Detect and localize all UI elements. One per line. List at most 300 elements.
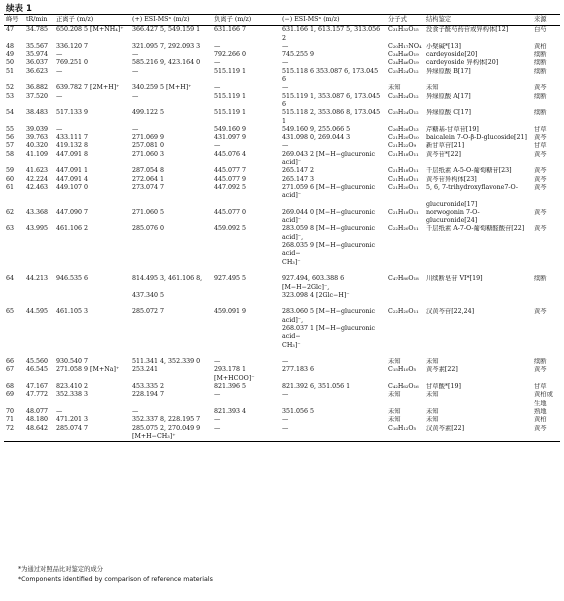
table-cell: 814.495 3, 461.106 8, <box>132 275 203 283</box>
footnote-en: *Components identified by comparison of reference materials <box>18 576 213 583</box>
table-cell: 5, 6, 7-trihydroxyflavone7-O- <box>426 183 518 191</box>
table-cell: 黄芩 <box>534 225 547 233</box>
table-cell: 37.520 <box>26 92 49 100</box>
table-row <box>4 176 560 184</box>
table-cell: 黄芩素[22] <box>426 366 458 374</box>
table-cell <box>4 400 24 408</box>
table-cell: 川续断皂苷 VI*[19] <box>426 275 483 283</box>
table-cell: 67 <box>6 366 15 374</box>
table-cell: 271.058 9 [M+Na]⁺ <box>56 366 120 374</box>
table-cell <box>280 267 386 275</box>
table-cell: 273.074 7 <box>132 183 165 191</box>
header-cell: 负离子 (m/z) <box>212 15 280 26</box>
table-cell: 新甘草苷[21] <box>426 142 465 150</box>
table-cell <box>130 242 212 259</box>
table-cell: — <box>282 358 289 366</box>
table-cell: 42.224 <box>26 175 49 183</box>
table-row <box>4 342 560 350</box>
table-cell: — <box>282 416 289 424</box>
table-cell: 57 <box>6 142 15 150</box>
table-cell: 41.109 <box>26 150 49 158</box>
table-cell <box>54 342 130 350</box>
table-cell: 461.106 2 <box>56 225 89 233</box>
table-cell: 431.098 0, 269.044 3 <box>282 134 351 142</box>
table-cell: 异绿原酸 B[17] <box>426 67 471 75</box>
table-cell <box>386 259 424 267</box>
table-cell: 511.341 4, 352.339 0 <box>132 358 201 366</box>
table-cell <box>532 433 560 442</box>
table-cell: C₂₁H₂₂O₉ <box>388 142 417 150</box>
table-cell: 续断 <box>534 67 547 75</box>
table-cell: 927.494, 603.388 6 [M−H−2Glc]⁻, <box>282 275 345 291</box>
table-cell <box>130 201 212 209</box>
table-cell: C₄₇H₈₀O₁₈ <box>388 275 419 283</box>
table-cell: 续断 <box>534 51 547 59</box>
table-cell: 69 <box>6 391 15 399</box>
table-row <box>4 358 560 366</box>
table-cell <box>280 300 386 308</box>
table-cell: 未知 <box>388 84 401 92</box>
table-cell: 黄芩 <box>534 208 547 216</box>
table-cell: 黄芩苷异构体[23] <box>426 175 477 183</box>
table-cell <box>212 267 280 275</box>
table-cell: 433.111 7 <box>56 134 89 142</box>
table-cell <box>532 350 560 358</box>
table-cell: 271.060 5 <box>132 208 165 216</box>
table-cell: 285.075 2, 270.049 9 <box>132 424 201 432</box>
table-cell: 321.095 7, 292.093 3 <box>132 42 201 50</box>
table-cell: 45.560 <box>26 358 49 366</box>
table-cell <box>212 242 280 259</box>
table-cell <box>280 400 386 408</box>
table-cell <box>212 325 280 342</box>
table-row <box>4 300 560 308</box>
table-cell <box>24 400 54 408</box>
table-cell: — <box>132 407 139 415</box>
table-cell: 甘草 <box>534 142 547 150</box>
table-cell: — <box>282 84 289 92</box>
header-cell: 来源 <box>532 15 560 26</box>
table-cell <box>130 300 212 308</box>
table-cell <box>386 292 424 300</box>
table-cell: 515.119 1, 353.087 6, 173.045 6 <box>282 92 381 108</box>
table-cell: C₂₁H₁₈O₁₁ <box>388 150 419 158</box>
table-cell <box>54 300 130 308</box>
table-cell: 黄芩 <box>534 167 547 175</box>
table-cell: 黄柏或 <box>534 391 553 399</box>
table-cell <box>54 267 130 275</box>
table-cell: 35.974 <box>26 51 49 59</box>
table-cell <box>130 325 212 342</box>
table-cell: 43.368 <box>26 208 49 216</box>
table-cell: 453.335 2 <box>132 383 165 391</box>
table-cell: 黄芩 <box>534 308 547 316</box>
table-cell: — <box>214 84 221 92</box>
table-cell: 41.623 <box>26 167 49 175</box>
table-row <box>4 292 560 300</box>
table-cell: 68 <box>6 383 15 391</box>
table-cell: 黄芩苷*[22] <box>426 150 461 158</box>
table-cell: — <box>282 424 289 432</box>
table-cell <box>54 433 130 442</box>
table-cell: 黄芩 <box>534 134 547 142</box>
table-cell: 65 <box>6 308 15 316</box>
table-cell: 黄芩 <box>534 366 547 374</box>
table-cell: 甘草 <box>534 383 547 391</box>
table-row <box>4 167 560 175</box>
table-cell: 930.540 7 <box>56 358 89 366</box>
table-cell: 汉黄芩苷[22,24] <box>426 308 475 316</box>
table-cell: C₁₅H₁₀O₅ <box>388 366 417 374</box>
table-cell <box>532 201 560 209</box>
table-cell <box>4 342 24 350</box>
table-cell <box>4 259 24 267</box>
table-cell: 未知 <box>426 416 439 424</box>
table-cell: 445.077 9 <box>214 175 247 183</box>
table-cell: 927.495 5 <box>214 275 247 283</box>
table-cell: 461.105 3 <box>56 308 89 316</box>
table-cell: 447.090 7 <box>56 208 89 216</box>
table-row <box>4 350 560 358</box>
table-row <box>4 151 560 168</box>
table-row <box>4 366 560 383</box>
table-cell: 48.642 <box>26 424 49 432</box>
header-cell: 峰号 <box>4 15 24 26</box>
table-cell: 821.396 5 <box>214 383 247 391</box>
table-cell: 639.782 7 [2M+H]⁺ <box>56 84 120 92</box>
table-cell: 70 <box>6 407 15 415</box>
table-cell: 271.059 6 [M−H−glucuronic acid]⁻ <box>282 183 376 200</box>
table-cell: 447.091 8 <box>56 150 89 158</box>
table-row <box>4 383 560 391</box>
table-cell <box>54 201 130 209</box>
table-cell: — <box>282 42 289 50</box>
table-cell: — <box>282 59 289 67</box>
table-cell: 49 <box>6 51 15 59</box>
table-row <box>4 51 560 59</box>
table-cell <box>424 242 532 259</box>
table-cell: 650.208 5 [M+NH₄]⁺ <box>56 26 124 34</box>
table-cell: 445.077 7 <box>214 167 247 175</box>
table-cell: 447.092 5 <box>214 183 247 191</box>
table-cell <box>386 201 424 209</box>
table-row <box>4 84 560 92</box>
table-cell <box>386 325 424 342</box>
table-cell: 285.076 0 <box>132 225 165 233</box>
table-cell <box>424 292 532 300</box>
table-row <box>4 259 560 267</box>
table-cell: 汉黄芩素[22] <box>426 424 465 432</box>
table-cell: 257.081 0 <box>132 142 165 150</box>
table-cell: 未知 <box>426 407 439 415</box>
table-cell: — <box>214 142 221 150</box>
table-cell: 47 <box>6 26 15 34</box>
table-cell: 36.037 <box>26 59 49 67</box>
table-cell <box>386 242 424 259</box>
table-cell: cardeyoside[20] <box>426 51 478 59</box>
table-cell: 47.772 <box>26 391 49 399</box>
table-cell: 449.107 0 <box>56 183 89 191</box>
table-cell: 265.147 3 <box>282 175 315 183</box>
table-cell <box>424 342 532 350</box>
table-cell: 285.072 7 <box>132 308 165 316</box>
table-cell <box>424 259 532 267</box>
table-cell <box>24 325 54 342</box>
table-cell: — <box>214 391 221 399</box>
table-cell: 异绿原酸 A[17] <box>426 92 471 100</box>
table-cell: norwogonin 7-O-glucuronide[24] <box>426 208 480 225</box>
table-cell: 没食子酰芍药苷或异构体[12] <box>426 26 509 34</box>
table-cell <box>424 350 532 358</box>
table-cell: 36.882 <box>26 84 49 92</box>
footnotes <box>18 565 213 585</box>
table-cell: 515.119 1 <box>214 109 247 117</box>
table-cell: 白芍 <box>534 26 547 34</box>
table-cell: 47.167 <box>26 383 49 391</box>
table-cell: 48 <box>6 42 15 50</box>
table-cell: 459.091 9 <box>214 308 247 316</box>
table-cell <box>4 292 24 300</box>
table-cell: 38.483 <box>26 109 49 117</box>
table-cell <box>212 350 280 358</box>
table-row <box>4 242 560 259</box>
table-cell <box>212 400 280 408</box>
table-cell: 未知 <box>426 84 439 92</box>
table-cell: C₁₆H₁₂O₅ <box>388 424 417 432</box>
table-cell: 340.259 5 [M+H]⁺ <box>132 84 192 92</box>
table-row <box>4 134 560 142</box>
table-cell <box>4 325 24 342</box>
header-row <box>4 15 560 26</box>
table-cell: 64 <box>6 275 15 283</box>
table-cell: 35.567 <box>26 42 49 50</box>
table-cell <box>212 300 280 308</box>
table-cell: 未知 <box>388 358 401 366</box>
table-cell: 63 <box>6 225 15 233</box>
table-row <box>4 26 560 43</box>
table-row <box>4 201 560 209</box>
table-cell <box>532 267 560 275</box>
table-cell: — <box>132 51 139 59</box>
table-cell <box>212 292 280 300</box>
table-cell <box>54 400 130 408</box>
table-cell: 366.427 5, 549.159 1 <box>132 26 201 34</box>
table-cell <box>386 400 424 408</box>
table-cell: 千层纸素 A-7-O-葡萄糖醛酸苷[22] <box>426 225 525 233</box>
table-cell <box>532 342 560 350</box>
table-cell: 42.463 <box>26 183 49 191</box>
table-cell <box>4 201 24 209</box>
header-cell: tR/min <box>24 15 54 26</box>
table-cell: 287.054 8 <box>132 167 165 175</box>
table-cell: 44.595 <box>26 308 49 316</box>
table-cell: 336.120 7 <box>56 42 89 50</box>
table-row <box>4 209 560 226</box>
table-cell: 821.393 4 <box>214 407 247 415</box>
table-cell <box>130 267 212 275</box>
table-cell: 生地 <box>534 399 547 407</box>
table-cell: 黄芩 <box>534 150 547 158</box>
table-cell: C₂₅H₂₄O₁₂ <box>388 67 419 75</box>
table-cell: 61 <box>6 183 15 191</box>
table-cell: 946.535 6 <box>56 275 89 283</box>
table-cell: 黄芩 <box>534 175 547 183</box>
table-cell: 585.216 9, 423.164 0 <box>132 59 201 67</box>
table-cell: C₂₅H₂₄O₁₂ <box>388 109 419 117</box>
table-row <box>4 425 560 433</box>
table-cell <box>130 400 212 408</box>
table-cell: C₂₀H₁₇NO₄ <box>388 42 422 50</box>
table-cell <box>386 433 424 442</box>
table-cell: 631.166 1, 613.157 5, 313.056 2 <box>282 26 381 42</box>
table-cell <box>212 433 280 442</box>
data-table <box>4 14 560 442</box>
table-cell <box>24 242 54 259</box>
table-cell <box>24 259 54 267</box>
table-cell: 异绿原酸 C[17] <box>426 109 471 117</box>
table-cell: 62 <box>6 208 15 216</box>
table-cell: baicalein 7-O-β-D-glucoside[21] <box>426 134 527 142</box>
table-cell: 甘草酸*[19] <box>426 383 461 391</box>
table-cell: 447.091 4 <box>56 175 89 183</box>
table-cell <box>532 242 560 259</box>
table-cell: C₃₄H₄₆O₁₉ <box>388 59 419 67</box>
table-cell: — <box>132 125 139 133</box>
table-cell: C₂₁H₂₀O₁₀ <box>388 134 419 142</box>
table-caption: 续表 1 <box>6 4 32 14</box>
table-cell: 50 <box>6 59 15 67</box>
table-cell: [M+H−CH₃]⁺ <box>130 433 212 442</box>
table-row <box>4 433 560 442</box>
table-cell: — <box>132 92 139 100</box>
table-cell <box>532 325 560 342</box>
table-row <box>4 400 560 408</box>
table-cell: 323.098 4 [2Glc−H]⁻ <box>282 291 350 299</box>
table-cell: 549.160 9, 255.066 5 <box>282 125 351 133</box>
table-cell: 55 <box>6 125 15 133</box>
table-cell: 44.213 <box>26 275 49 283</box>
table-cell: 269.044 0 [M−H−glucuronic acid]⁻ <box>282 208 376 225</box>
table-row <box>4 391 560 399</box>
table-cell: 48.077 <box>26 407 49 415</box>
table-cell: 黄芩 <box>534 183 547 191</box>
table-cell <box>386 350 424 358</box>
table-cell: — <box>56 51 63 59</box>
header-cell: 正离子 (m/z) <box>54 15 130 26</box>
table-cell: — <box>56 67 63 75</box>
table-cell <box>24 292 54 300</box>
table-cell: 黄芩 <box>534 84 547 92</box>
header-cell: 分子式 <box>386 15 424 26</box>
table-cell: 40.320 <box>26 142 49 150</box>
table-cell: 熟地 <box>534 407 547 415</box>
table-cell <box>386 267 424 275</box>
table-cell: — <box>214 358 221 366</box>
table-cell: 60 <box>6 175 15 183</box>
table-cell: CH₃]⁻ <box>282 341 301 349</box>
table-row <box>4 325 560 342</box>
table-row <box>4 408 560 416</box>
table-cell <box>24 267 54 275</box>
table-row <box>4 275 560 292</box>
table-cell: 53 <box>6 92 15 100</box>
table-cell <box>24 342 54 350</box>
table-cell: 未知 <box>388 407 401 415</box>
footnote-zh: *为通过对照品比对鉴定的成分 <box>18 566 104 573</box>
table-cell: 823.410 2 <box>56 383 89 391</box>
table-cell: 447.091 1 <box>56 167 89 175</box>
table-row <box>4 59 560 67</box>
table-cell <box>280 433 386 442</box>
table-cell: 268.037 1 [M−H−glucuronic acid− <box>282 324 376 341</box>
table-cell: — <box>214 59 221 67</box>
table-cell: 515.118 2, 353.086 8, 173.045 1 <box>282 109 381 125</box>
table-cell: 631.166 7 <box>214 26 247 34</box>
table-cell: C₂₂H₂₀O₁₁ <box>388 225 419 233</box>
table-cell: 499.122 5 <box>132 109 165 117</box>
table-cell: 437.340 5 <box>132 291 165 299</box>
table-cell: — <box>56 125 63 133</box>
table-cell: C₂₆H₂₈O₁₃ <box>388 125 419 133</box>
table-cell <box>130 350 212 358</box>
table-cell: C₂₁H₁₈O₁₁ <box>388 208 419 216</box>
table-cell <box>424 433 532 442</box>
table-cell: 48.180 <box>26 416 49 424</box>
table-cell <box>54 259 130 267</box>
table-cell <box>532 292 560 300</box>
table-cell: 71 <box>6 416 15 424</box>
table-cell: — <box>282 391 289 399</box>
table-row <box>4 43 560 51</box>
table-row <box>4 93 560 110</box>
table-cell: 352.337 8, 228.195 7 <box>132 416 201 424</box>
table-cell <box>280 201 386 209</box>
table-cell: 黄柏 <box>534 42 547 50</box>
table-cell: 未知 <box>388 391 401 399</box>
table-cell: 459.092 5 <box>214 225 247 233</box>
table-cell <box>532 259 560 267</box>
table-cell: 272.064 1 <box>132 175 165 183</box>
table-cell <box>54 350 130 358</box>
table-cell: 431.097 9 <box>214 134 247 142</box>
table-cell: glucuronide[17] <box>426 200 478 208</box>
table-cell: 甘草 <box>534 125 547 133</box>
table-cell: 283.060 5 [M−H−glucuronic acid]⁻, <box>282 308 376 324</box>
table-cell: 269.043 2 [M−H−glucuronic acid]⁻ <box>282 150 376 167</box>
table-cell <box>130 259 212 267</box>
table-cell <box>4 433 24 442</box>
table-cell: 351.056 5 <box>282 407 315 415</box>
table-cell: — <box>56 92 63 100</box>
table-cell <box>24 350 54 358</box>
table-cell <box>212 259 280 267</box>
table-cell: — <box>56 407 63 415</box>
table-cell: CH₃]⁻ <box>282 258 301 266</box>
table-cell: 352.338 3 <box>56 391 89 399</box>
table-cell <box>4 300 24 308</box>
table-cell: 277.183 6 <box>282 366 315 374</box>
table-cell <box>424 400 532 408</box>
table-cell: cardeyoside 异构体[20] <box>426 59 499 67</box>
table-cell: 268.035 9 [M−H−glucuronic acid− <box>282 242 376 258</box>
table-cell: 59 <box>6 167 15 175</box>
table-cell: 39.039 <box>26 125 49 133</box>
table-cell <box>424 267 532 275</box>
table-row <box>4 267 560 275</box>
table-cell <box>386 300 424 308</box>
table-cell <box>386 342 424 350</box>
table-row <box>4 142 560 150</box>
